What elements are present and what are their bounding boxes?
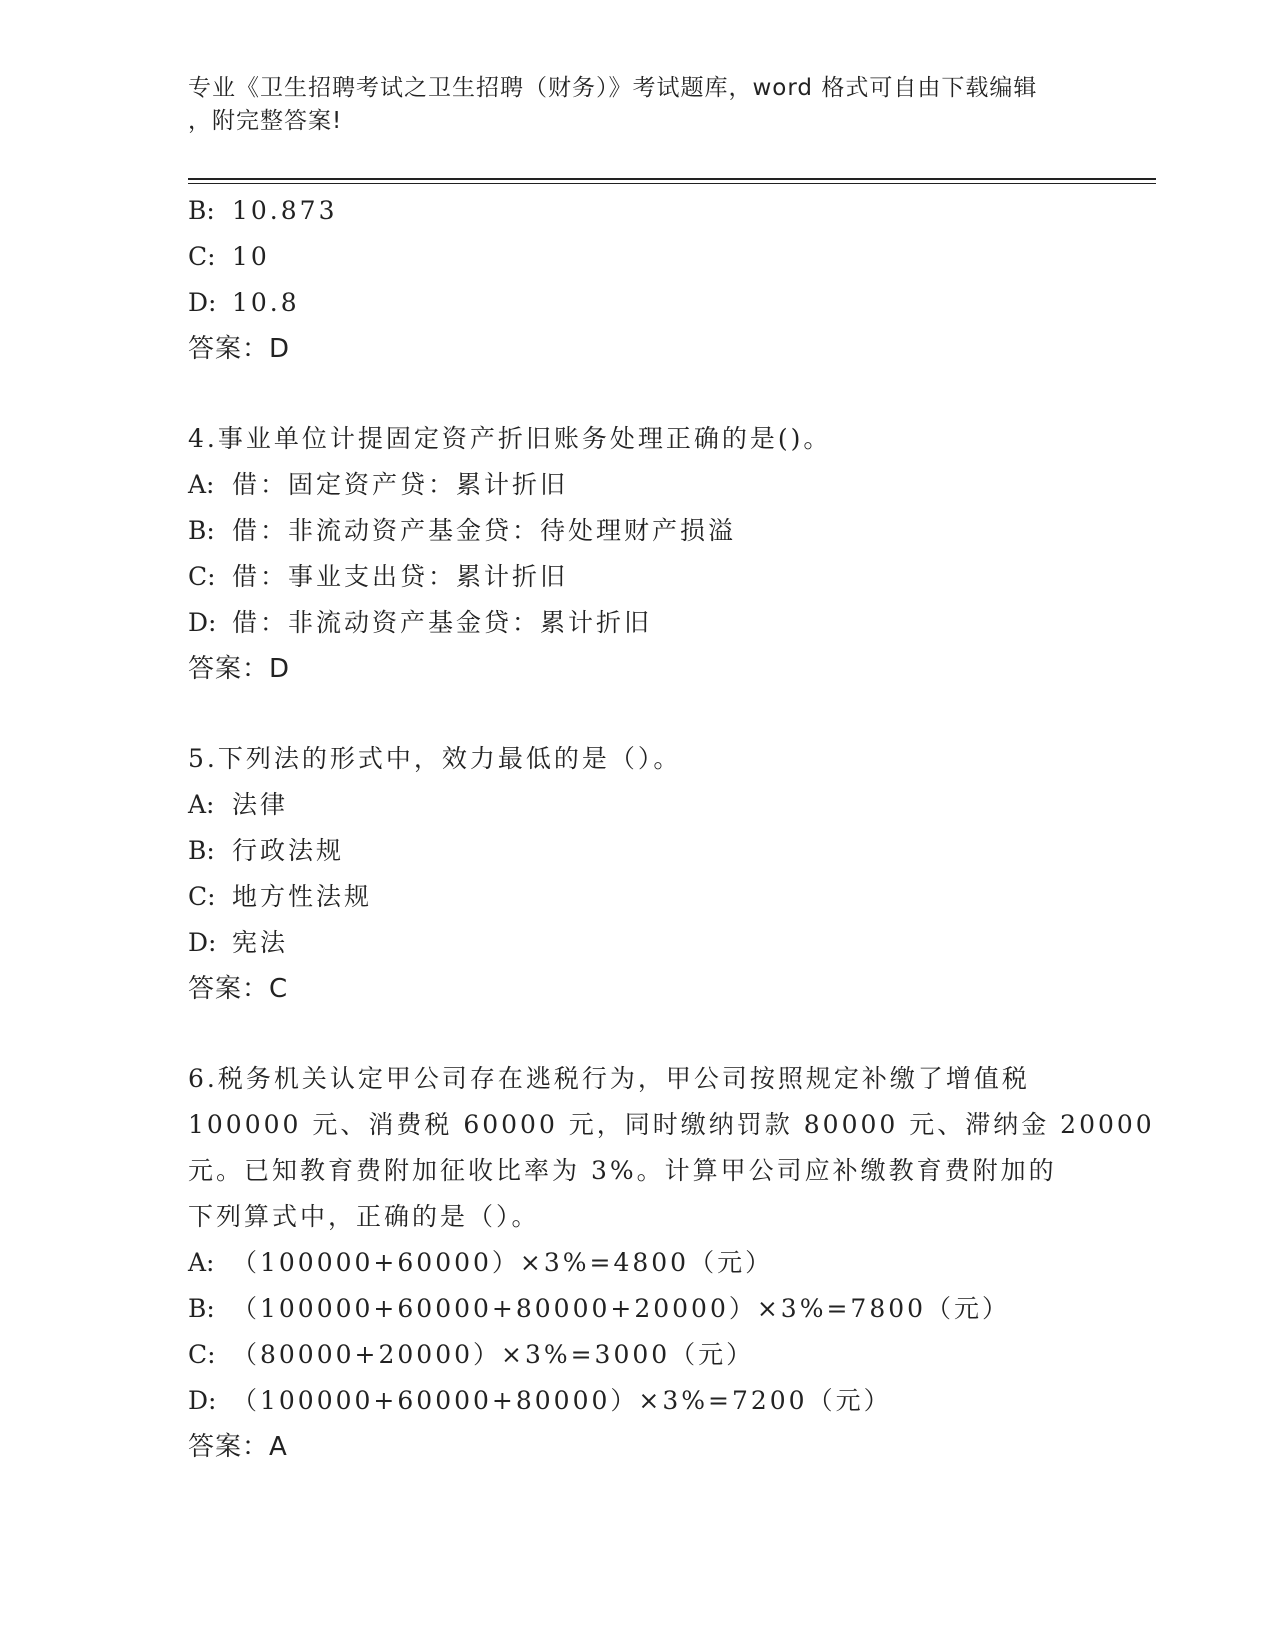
option-c: C: 地方性法规 (188, 882, 373, 911)
question-stem-line-1: 6.税务机关认定甲公司存在逃税行为，甲公司按照规定补缴了增值税 (188, 1064, 1030, 1093)
header-rule-thin (188, 183, 1156, 184)
option-d: D: 借：非流动资产基金贷：累计折旧 (188, 608, 653, 637)
question-5 (188, 736, 1088, 1012)
option-b: B: 行政法规 (188, 836, 345, 865)
answer: 答案：D (188, 654, 291, 684)
answer: 答案：A (188, 1432, 288, 1462)
answer: 答案：C (188, 974, 289, 1004)
question-stem: 5.下列法的形式中，效力最低的是（）。 (188, 744, 682, 773)
option-a: A: （100000+60000）×3%=4800（元） (188, 1248, 774, 1277)
question-6 (188, 1056, 1155, 1470)
option-d: D: 宪法 (188, 928, 289, 957)
option-d: D: （100000+60000+80000）×3%=7200（元） (188, 1386, 892, 1415)
question-stem-line-2: 100000 元、消费税 60000 元，同时缴纳罚款 80000 元、滞纳金 20000 (188, 1110, 1155, 1139)
answer: 答案：D (188, 334, 291, 364)
option-b: B: 借：非流动资产基金贷：待处理财产损溢 (188, 516, 737, 545)
question-3-tail (188, 188, 1088, 372)
option-c: C: 10 (188, 242, 270, 271)
option-d: D: 10.8 (188, 288, 300, 317)
option-a: A: 借：固定资产贷：累计折旧 (188, 470, 569, 499)
option-c: C: （80000+20000）×3%=3000（元） (188, 1340, 755, 1369)
document-header (188, 72, 1088, 138)
question-stem-line-3: 元。已知教育费附加征收比率为 3%。计算甲公司应补缴教育费附加的 (188, 1156, 1057, 1185)
header-line-1: 专业《卫生招聘考试之卫生招聘（财务）》考试题库，word 格式可自由下载编辑 (188, 75, 1038, 101)
option-b: B: （100000+60000+80000+20000）×3%=7800（元） (188, 1294, 1011, 1323)
header-line-2: ，附完整答案! (188, 108, 343, 134)
header-rule-thick (188, 178, 1156, 180)
option-c: C: 借：事业支出贷：累计折旧 (188, 562, 569, 591)
option-b: B: 10.873 (188, 196, 338, 225)
question-list (188, 188, 1155, 1470)
question-stem-line-4: 下列算式中，正确的是（）。 (188, 1202, 540, 1231)
question-4 (188, 416, 1088, 692)
question-stem: 4.事业单位计提固定资产折旧账务处理正确的是()。 (188, 424, 832, 453)
option-a: A: 法律 (188, 790, 289, 819)
